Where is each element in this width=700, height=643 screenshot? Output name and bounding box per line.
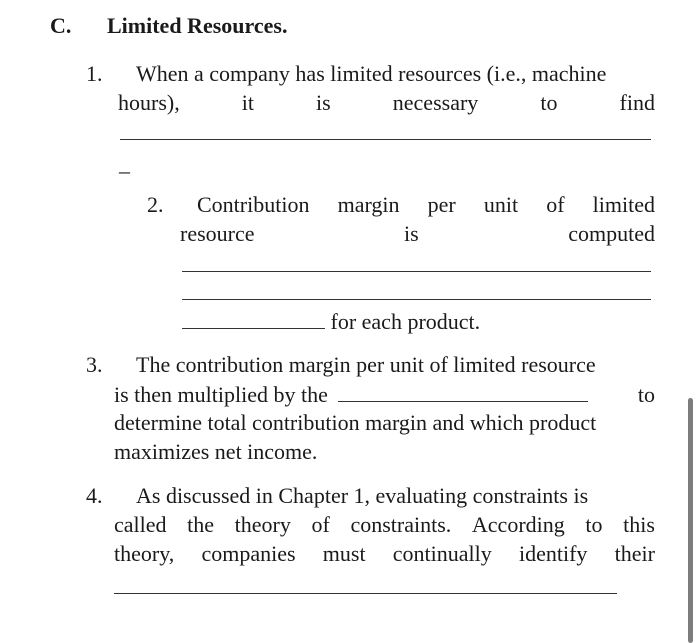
item3-line2-end: to (637, 382, 655, 407)
word: to (540, 90, 558, 115)
word: it (241, 90, 254, 115)
word: of (546, 192, 565, 217)
trailing-dash: – (119, 158, 130, 183)
word: theory, (114, 541, 175, 566)
fill-blank[interactable] (338, 379, 588, 402)
word: to (585, 512, 603, 537)
item1-line2 (118, 88, 655, 117)
item2-number: 2. (147, 192, 164, 217)
word: must (322, 541, 366, 566)
item4-line1: As discussed in Chapter 1, evaluating constraints is (136, 483, 589, 508)
word: is (316, 90, 331, 115)
word: Contribution (197, 192, 310, 217)
word: this (623, 512, 655, 537)
item3-line2 (114, 379, 655, 409)
word: unit (483, 192, 519, 217)
item1-number: 1. (86, 61, 103, 86)
fill-blank[interactable] (182, 306, 325, 329)
item3-line4: maximizes net income. (114, 439, 318, 464)
fill-blank-line[interactable] (182, 271, 651, 272)
item4-number: 4. (86, 483, 103, 508)
word: constraints. (350, 512, 452, 537)
word: called (114, 512, 167, 537)
item3-number: 3. (86, 352, 103, 377)
item2-tail-text: for each product. (330, 309, 481, 334)
word: companies (201, 541, 296, 566)
fill-blank-line[interactable] (120, 139, 651, 140)
word: continually (392, 541, 492, 566)
item4-line2 (114, 510, 655, 539)
word: resource (180, 221, 255, 246)
item3-line1: The contribution margin per unit of limited resource (136, 352, 596, 377)
word: necessary (392, 90, 479, 115)
word: computed (568, 221, 655, 246)
word: margin (337, 192, 400, 217)
item3-line2-start: is then multiplied by the (114, 382, 328, 407)
fill-blank-line[interactable] (182, 299, 651, 300)
word: of (311, 512, 330, 537)
word: limited (592, 192, 655, 217)
item2-line1 (197, 190, 655, 219)
item3-line3: determine total contribution margin and which product (114, 410, 597, 435)
word: hours), (118, 90, 180, 115)
vertical-scrollbar[interactable] (688, 398, 693, 643)
item4-line3 (114, 539, 655, 568)
word: is (404, 221, 419, 246)
word: theory (234, 512, 291, 537)
fill-blank-line[interactable] (114, 593, 617, 594)
section-letter: C. (50, 13, 72, 38)
word: According (471, 512, 565, 537)
word: identify (518, 541, 588, 566)
word: their (614, 541, 655, 566)
word: find (619, 90, 655, 115)
item1-line1: When a company has limited resources (i.e., machine (136, 61, 607, 86)
item2-line5 (182, 306, 480, 336)
item2-line2 (180, 219, 655, 248)
word: per (427, 192, 456, 217)
section-title: Limited Resources. (107, 13, 288, 38)
word: the (187, 512, 215, 537)
